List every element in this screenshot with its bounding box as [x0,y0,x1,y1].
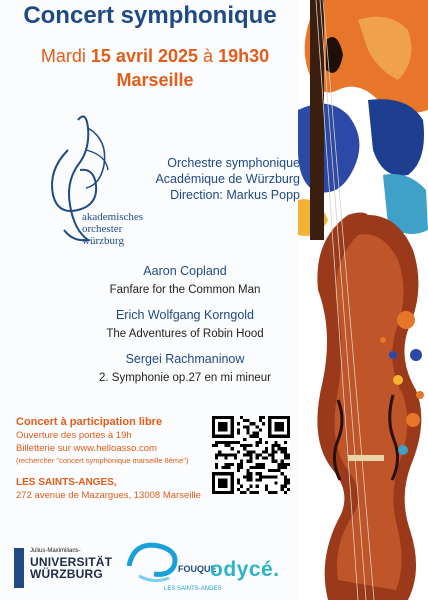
fouque-subtitle: LES SAINTS-ANGES [164,586,222,592]
university-logo-name [30,556,112,580]
odyce-logo: odycé. [210,558,280,581]
orchestra-logo-line3: würzburg [82,235,124,247]
violin-artwork [298,0,428,600]
composer-name: Aaron Copland [143,264,227,278]
work-title: 2. Symphonie op.27 en mi mineur [99,372,271,384]
orchestra-info [140,155,300,203]
work-title: Fanfare for the Common Man [109,284,261,296]
info-tickets-link[interactable]: Billetterie sur www.helloasso.com [16,443,157,454]
university-logo-line1: UNIVERSITÄT [30,555,113,569]
venue-name: LES SAINTS-ANGES, [16,477,117,488]
university-logo-line2: WÜRZBURG [30,567,103,581]
orchestra-logo-text [82,211,143,247]
concert-title: Concert symphonique [23,2,277,29]
composer-name: Sergei Rachmaninow [125,352,245,366]
orchestra-line1: Orchestre symphonique [167,156,300,170]
fouque-swirl-icon [124,536,184,586]
info-search-hint: (rechercher "concert symphonique marseille 8ème") [16,456,189,465]
orchestra-logo-line2: orchester [82,223,123,235]
university-logo [14,548,114,590]
university-logo-small: Julius-Maximilians- [30,548,81,554]
program-item [80,308,290,340]
date-day: Mardi [40,46,86,66]
university-logo-bar-icon [14,548,24,588]
fouque-logo [124,528,222,600]
work-title: The Adventures of Robin Hood [106,328,264,340]
practical-info [16,416,216,501]
date-a: à [203,46,214,66]
orchestra-logo-line1: akademisches [82,211,144,223]
program-item [80,264,290,296]
info-doors: Ouverture des portes à 19h [16,430,132,441]
fouque-name: FOUQUE [178,564,217,574]
concert-city: Marseille [116,70,194,90]
date-time: 19h30 [218,46,270,66]
orchestra-line2: Académique de Würzburg [155,172,300,186]
concert-date [10,46,300,67]
composer-name: Erich Wolfgang Korngold [115,308,255,322]
venue-address: 272 avenue de Mazargues, 13008 Marseille [16,490,201,501]
date-main: 15 avril 2025 [90,46,199,66]
info-heading: Concert à participation libre [16,416,163,428]
program-item [80,352,290,384]
orchestra-line3: Direction: Markus Popp [170,188,300,202]
sponsor-logos [0,528,300,600]
qr-code-icon[interactable] [212,416,290,494]
